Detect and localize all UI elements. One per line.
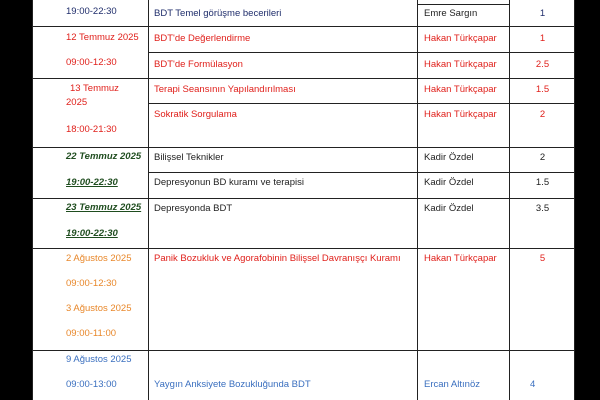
trainer-text: Hakan Türkçapar	[424, 253, 497, 264]
time-text: 09:00-12:30	[66, 57, 117, 68]
trainer-text: Hakan Türkçapar	[424, 109, 497, 120]
time-text: 09:00-13:00	[66, 379, 117, 390]
trainer-text: Hakan Türkçapar	[424, 59, 497, 70]
hours-text: 4	[530, 379, 536, 390]
table-row-divider	[148, 172, 575, 173]
time-text: 09:00-11:00	[66, 328, 117, 339]
date-text: 3 Ağustos 2025	[66, 303, 132, 314]
topic-text: Sokratik Sorgulama	[154, 109, 237, 120]
hours-text: 3.5	[535, 203, 550, 214]
topic-text: Bilişsel Teknikler	[154, 152, 224, 163]
table-row-divider	[32, 147, 575, 148]
date-text: 22 Temmuz 2025	[66, 151, 142, 162]
table-row-divider	[32, 78, 575, 79]
trainer-text: Kadir Özdel	[424, 203, 474, 214]
date-text: 9 Ağustos 2025	[66, 354, 132, 365]
cell-top-border	[417, 4, 509, 5]
topic-text: Depresyonda BDT	[154, 203, 233, 214]
topic-text: Depresyonun BD kuramı ve terapisi	[154, 177, 304, 188]
time-text: 18:00-21:30	[66, 124, 117, 135]
date-text: 12 Temmuz 2025	[66, 32, 139, 43]
topic-text: Panik Bozukluk ve Agorafobinin Bilişsel Davranışçı Kuramı	[154, 253, 401, 264]
trainer-text: Hakan Türkçapar	[424, 84, 497, 95]
hours-text: 2	[539, 109, 546, 120]
table-row-divider	[32, 198, 575, 199]
date-time-text: 19:00-22:30	[66, 6, 117, 17]
trainer-text: Kadir Özdel	[424, 152, 474, 163]
hours-text: 1.5	[535, 84, 550, 95]
time-text: 19:00-22:30	[66, 177, 118, 188]
hours-text: 1.5	[535, 177, 550, 188]
trainer-text: Hakan Türkçapar	[424, 33, 497, 44]
table-row-divider	[32, 26, 575, 27]
hours-text: 1	[539, 33, 546, 44]
date-text: 23 Temmuz 2025	[66, 202, 142, 213]
hours-text: 1	[539, 8, 546, 19]
table-column-divider	[417, 0, 418, 400]
table-border-left	[32, 0, 33, 400]
table-row-divider	[148, 103, 575, 104]
trainer-text: Ercan Altınöz	[424, 379, 480, 390]
time-text: 19:00-22:30	[66, 228, 118, 239]
date-text: 2 Ağustos 2025	[66, 253, 132, 264]
date-year-text: 2025	[66, 97, 88, 108]
topic-text: BDT'de Değerlendirme	[154, 33, 251, 44]
hours-text: 5	[539, 253, 546, 264]
topic-text: Yaygın Anksiyete Bozukluğunda BDT	[154, 379, 311, 390]
topic-text: BDT'de Formülasyon	[154, 59, 243, 70]
hours-text: 2.5	[535, 59, 550, 70]
document-page	[32, 0, 575, 400]
table-row-divider	[32, 248, 575, 249]
table-row-divider	[148, 52, 575, 53]
table-row-divider	[32, 350, 575, 351]
trainer-text: Emre Sargın	[424, 8, 478, 19]
topic-text: BDT Temel görüşme becerileri	[154, 8, 282, 19]
hours-text: 2	[539, 152, 546, 163]
date-text: 13 Temmuz	[70, 83, 119, 94]
table-column-divider	[148, 0, 149, 400]
time-text: 09:00-12:30	[66, 278, 117, 289]
topic-text: Terapi Seansının Yapılandırılması	[154, 84, 296, 95]
trainer-text: Kadir Özdel	[424, 177, 474, 188]
